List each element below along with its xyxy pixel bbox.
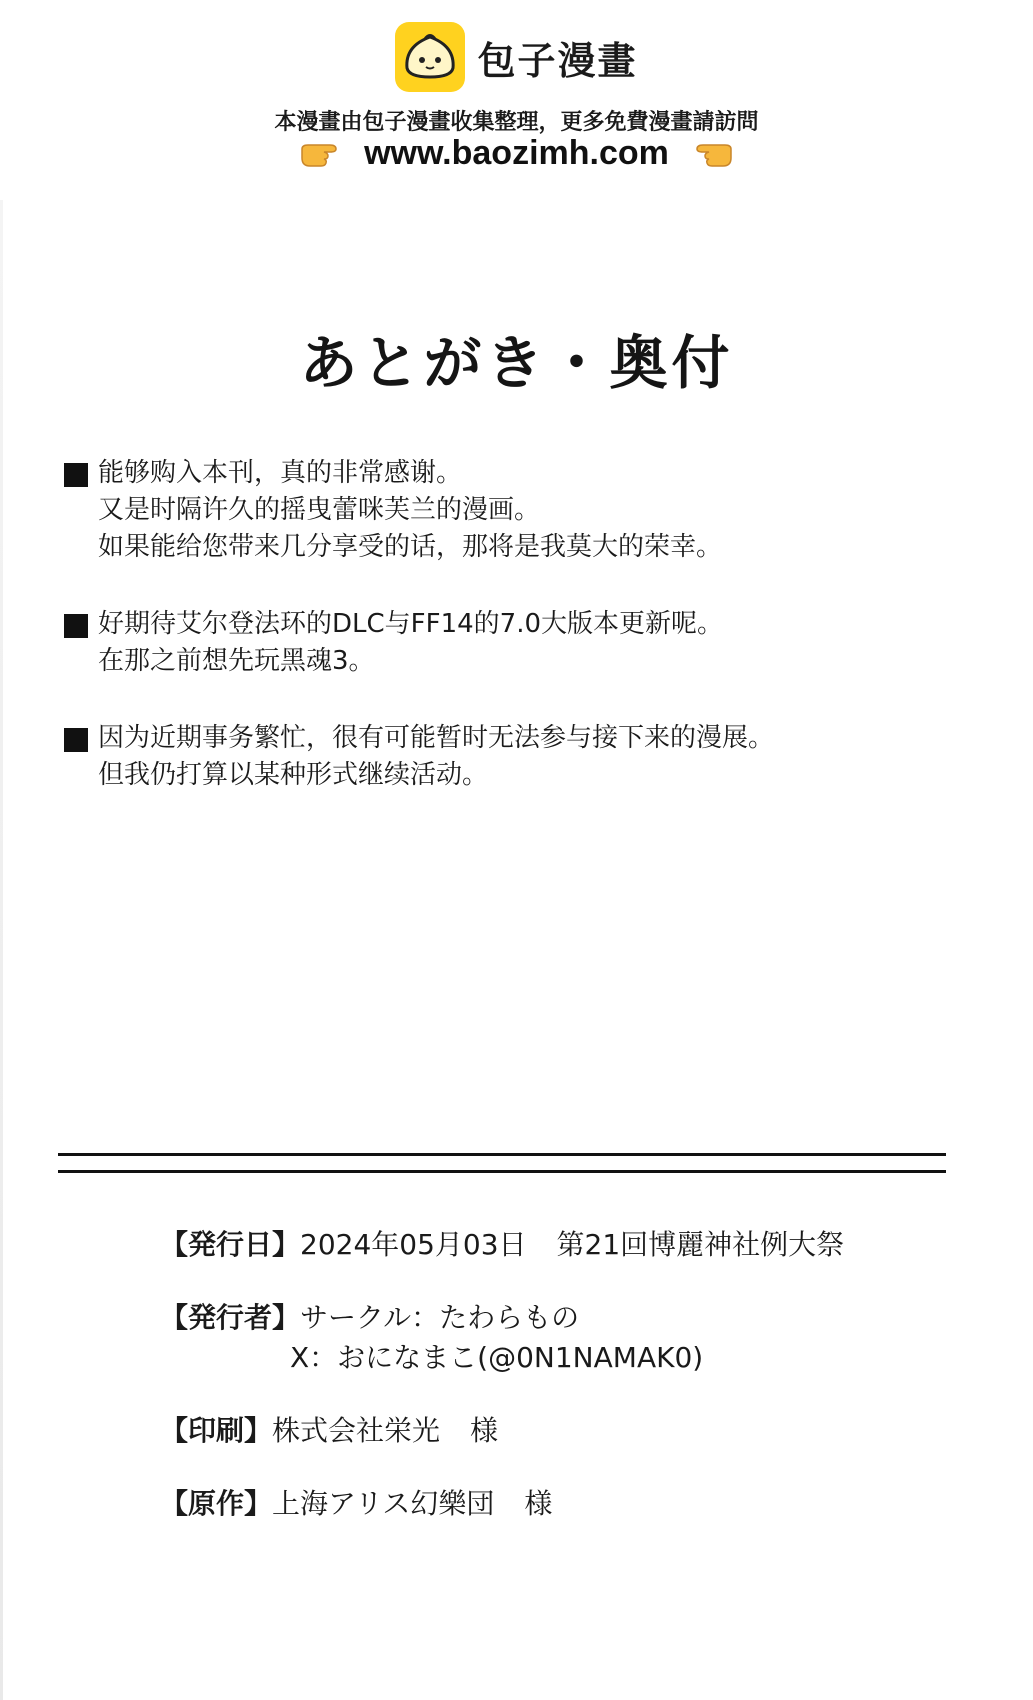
note-3 xyxy=(64,720,964,794)
divider-line-bottom xyxy=(58,1170,946,1173)
logo-text: 包子漫畫 xyxy=(477,38,638,83)
watermark-header xyxy=(0,0,1033,200)
event-name: 第21回博麗神社例大祭 xyxy=(556,1228,845,1261)
promo-text: 本漫畫由包子漫畫收集整理，更多免費漫畫請訪問 xyxy=(274,110,759,135)
printer-label: 【印刷】 xyxy=(160,1414,273,1447)
square-bullet-icon xyxy=(64,463,88,487)
note-line: 能够购入本刊，真的非常感谢。 xyxy=(98,458,463,488)
afterword-notes xyxy=(64,455,964,794)
note-line: 在那之前想先玩黑魂3。 xyxy=(98,646,375,676)
date-value: 2024年05月03日 xyxy=(300,1228,527,1261)
note-line: 但我仍打算以某种形式继续活动。 xyxy=(98,760,489,790)
square-bullet-icon xyxy=(64,614,88,638)
logo-row xyxy=(0,22,1033,92)
date-label: 【発行日】 xyxy=(160,1228,301,1261)
baozi-logo-icon xyxy=(395,22,465,92)
circle-name: サークル：たわらもの xyxy=(300,1301,580,1334)
note-1 xyxy=(64,455,964,566)
note-2 xyxy=(64,606,964,680)
note-line: 如果能给您带来几分享受的话，那将是我莫大的荣幸。 xyxy=(98,532,723,562)
page-edge-shadow xyxy=(0,200,3,1700)
pointing-hand-left-icon xyxy=(689,137,733,171)
note-line: 好期待艾尔登法环的DLC与FF14的7.0大版本更新呢。 xyxy=(98,609,724,639)
colophon xyxy=(160,1225,980,1524)
printer-honorific: 様 xyxy=(470,1414,499,1447)
note-line: 因为近期事务繁忙，很有可能暂时无法参与接下来的漫展。 xyxy=(98,723,775,753)
pointing-hand-right-icon xyxy=(300,137,344,171)
original-label: 【原作】 xyxy=(160,1487,273,1520)
original-honorific: 様 xyxy=(524,1487,553,1520)
colophon-printer-row xyxy=(160,1411,980,1451)
square-bullet-icon xyxy=(64,728,88,752)
original-name: 上海アリス幻樂団 xyxy=(272,1487,495,1520)
x-account: X：おになまこ(@0N1NAMAK0) xyxy=(290,1341,704,1374)
colophon-publisher-row xyxy=(160,1298,980,1378)
colophon-date-row xyxy=(160,1225,980,1265)
printer-name: 株式会社栄光 xyxy=(272,1414,441,1447)
note-line: 又是时隔许久的摇曳蕾咪芙兰的漫画。 xyxy=(98,495,541,525)
site-url-link[interactable]: www.baozimh.com xyxy=(364,134,669,172)
publisher-label: 【発行者】 xyxy=(160,1301,301,1334)
divider-line-top xyxy=(58,1153,946,1156)
url-row xyxy=(0,134,1033,173)
page-title: あとがき・奥付 xyxy=(299,329,734,397)
colophon-original-row xyxy=(160,1484,980,1524)
